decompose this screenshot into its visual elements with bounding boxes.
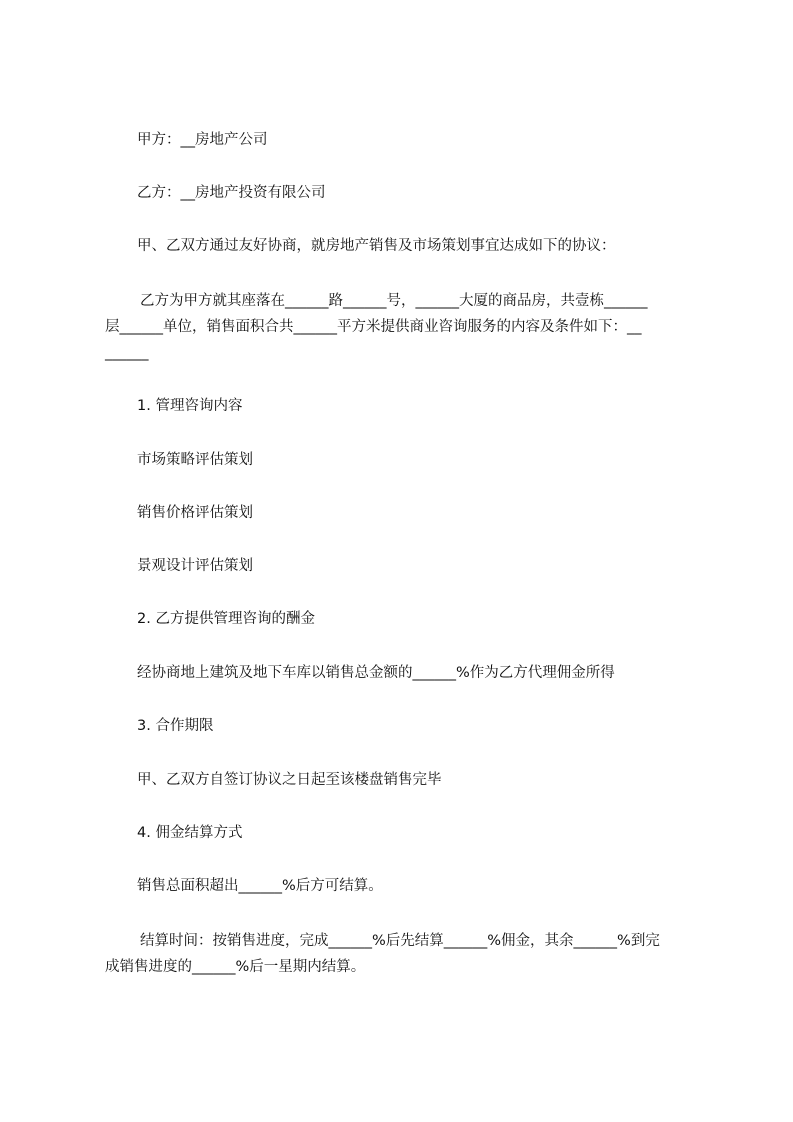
section-1-title: 1. 管理咨询内容	[137, 398, 243, 414]
section-3-body: 甲、乙双方自签订协议之日起至该楼盘销售完毕	[137, 772, 442, 788]
agreement-intro: 甲、乙双方通过友好协商，就房地产销售及市场策划事宜达成如下的协议：	[137, 238, 616, 254]
section-4-body-2-line-2: 成销售进度的______%后一星期内结算。	[105, 959, 366, 975]
scope-paragraph-line-3: ______	[105, 345, 149, 361]
party-a-line: 甲方：__房地产公司	[137, 132, 268, 148]
party-b-line: 乙方：__房地产投资有限公司	[137, 185, 326, 201]
section-4-title: 4. 佣金结算方式	[137, 825, 243, 841]
section-4-body-2-line-1: 结算时间：按销售进度，完成______%后先结算______%佣金，其余______%到完	[140, 933, 660, 949]
section-1-item-3: 景观设计评估策划	[137, 558, 253, 574]
scope-paragraph-line-1: 乙方为甲方就其座落在______路______号，______大厦的商品房，共壹栋______	[140, 293, 648, 309]
scope-paragraph-line-2: 层______单位，销售面积合共______平方米提供商业咨询服务的内容及条件如下：__	[105, 319, 642, 335]
section-2-title: 2. 乙方提供管理咨询的酬金	[137, 611, 315, 627]
section-1-item-1: 市场策略评估策划	[137, 452, 253, 468]
section-4-body-1: 销售总面积超出______%后方可结算。	[137, 878, 383, 894]
section-1-item-2: 销售价格评估策划	[137, 505, 253, 521]
section-3-title: 3. 合作期限	[137, 718, 214, 734]
section-2-body: 经协商地上建筑及地下车库以销售总金额的______%作为乙方代理佣金所得	[137, 665, 615, 681]
